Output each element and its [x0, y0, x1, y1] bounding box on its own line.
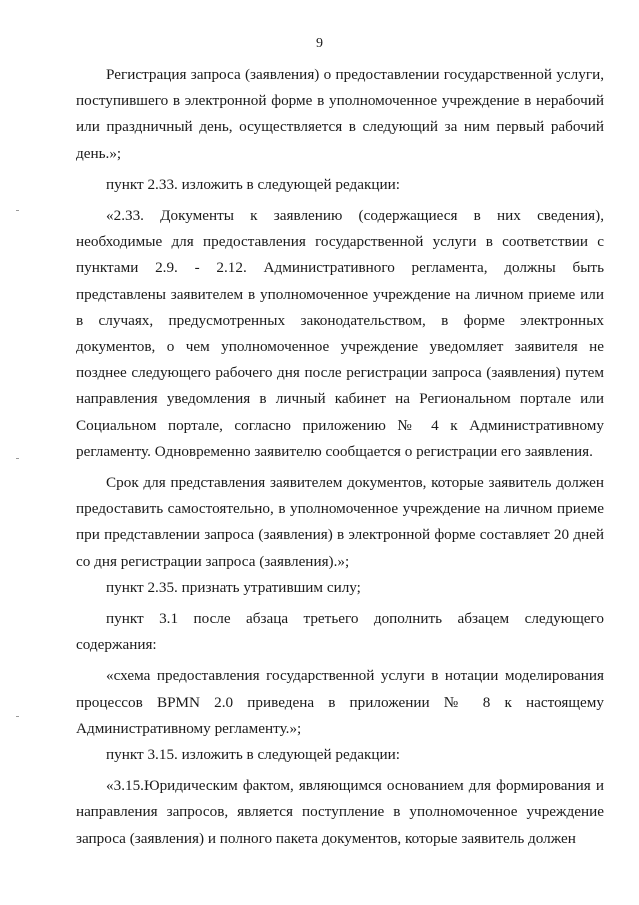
margin-mark: [16, 458, 19, 459]
paragraph-bpmn-scheme: «схема предоставления государственной услуги в нотации моделирования процессов BPMN 2.0 приведена в приложении № 8 к настоящему Административному регламенту.»;: [76, 667, 604, 737]
margin-mark: [16, 210, 19, 211]
margin-mark: [16, 716, 19, 717]
document-body: [76, 62, 604, 852]
paragraph-item-3-15-intro: пункт 3.15. изложить в следующей редакции:: [106, 746, 400, 764]
page-number: 9: [316, 36, 323, 51]
paragraph-item-2-33-text: «2.33. Документы к заявлению (содержащиеся в них сведения), необходимые для предоставления государственной услуги в соответствии с пунктами 2.9. - 2.12. Административного регламента, должны быть представлены заявителем в уполномоченное учреждение на личном приеме или в случаях, предусмотренных законодательством, в форме электронных документов, о чем уполномоченное учреждение уведомляет заявителя не позднее следующего рабочего дня после регистрации запроса (заявления) путем направления уведомления в личный кабинет на Региональном портале или Социальном портале, согласно приложению № 4 к Административному регламенту. Одновременно заявителю сообщается о регистрации его заявления.: [76, 207, 604, 460]
paragraph-item-3-1: пункт 3.1 после абзаца третьего дополнить абзацем следующего содержания:: [76, 610, 604, 654]
paragraph-item-2-33-intro: пункт 2.33. изложить в следующей редакции:: [106, 175, 400, 193]
paragraph-registration: Регистрация запроса (заявления) о предоставлении государственной услуги, поступившего в электронной форме в уполномоченное учреждение в нерабочий или праздничный день, осуществляется в следующий за ним первый рабочий день.»;: [76, 66, 604, 162]
paragraph-deadline: Срок для представления заявителем документов, которые заявитель должен предоставить самостоятельно, в уполномоченное учреждение на личном приеме при представлении запроса (заявления) в электронной форме составляет 20 дней со дня регистрации запроса (заявления).»;: [76, 474, 604, 570]
paragraph-item-2-35: пункт 2.35. признать утратившим силу;: [106, 578, 361, 596]
paragraph-item-3-15-text: «3.15.Юридическим фактом, являющимся основанием для формирования и направления запросов, является поступление в уполномоченное учреждение запроса (заявления) и полного пакета документов, которые заявитель должен: [76, 777, 604, 847]
